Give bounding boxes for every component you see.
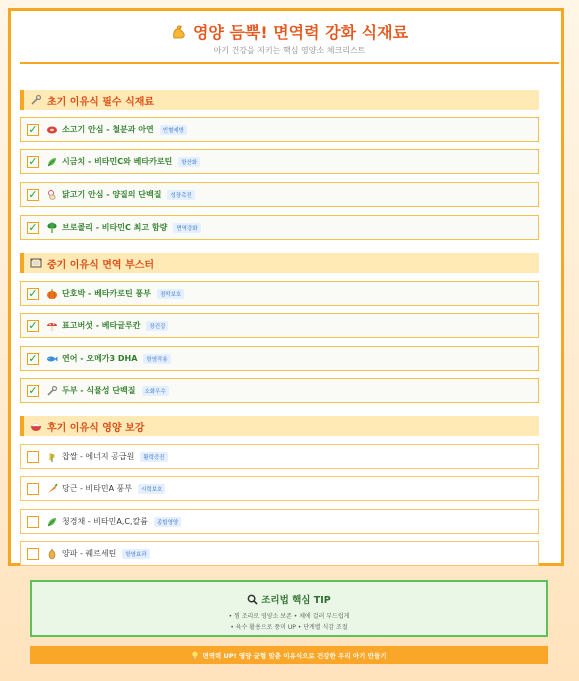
checkbox[interactable] bbox=[27, 483, 39, 495]
wrench-icon bbox=[46, 385, 58, 397]
rice-plant-icon bbox=[46, 451, 58, 463]
checklist-item[interactable] bbox=[20, 541, 539, 566]
checklist-item[interactable] bbox=[20, 313, 539, 338]
lightbulb-icon bbox=[191, 651, 199, 660]
checklist-item[interactable] bbox=[20, 346, 539, 371]
item-label: 소고기 안심 - 철분과 아연 bbox=[62, 125, 154, 134]
item-label: 찹쌀 - 에너지 공급원 bbox=[62, 452, 135, 461]
carrot-icon bbox=[46, 483, 58, 495]
checkbox[interactable]: ✓ bbox=[28, 221, 38, 234]
pumpkin-icon bbox=[46, 288, 58, 300]
leaf-icon bbox=[46, 156, 58, 168]
tip-title bbox=[32, 592, 546, 608]
footer-text: 면역력 UP! 영양 균형 맞춘 이유식으로 건강한 우리 아기 만들기 bbox=[202, 651, 387, 660]
footer-banner bbox=[30, 646, 548, 664]
checklist-item[interactable] bbox=[20, 117, 539, 142]
item-badge: 항염효과 bbox=[122, 549, 149, 559]
item-badge: 항산화 bbox=[178, 157, 200, 167]
section-header-early bbox=[20, 90, 539, 110]
item-badge: 종합영양 bbox=[154, 517, 181, 527]
magnifier-icon bbox=[247, 594, 258, 608]
checkbox[interactable]: ✓ bbox=[28, 155, 38, 168]
item-badge: 점막보호 bbox=[157, 289, 184, 299]
meat-icon bbox=[46, 124, 58, 136]
checkbox[interactable] bbox=[27, 516, 39, 528]
checkbox[interactable]: ✓ bbox=[28, 287, 38, 300]
tip-line: • 찜 조리로 영양소 보존 • 체에 걸러 부드럽게 bbox=[228, 613, 350, 620]
fish-icon bbox=[46, 353, 58, 365]
checkbox[interactable]: ✓ bbox=[28, 352, 38, 365]
item-badge: 면역강화 bbox=[173, 223, 200, 233]
section-title: 초기 이유식 필수 식재료 bbox=[47, 96, 155, 108]
checklist-item[interactable] bbox=[20, 444, 539, 469]
item-label: 단호박 - 베타카로틴 풍부 bbox=[62, 289, 151, 298]
checklist-item[interactable] bbox=[20, 149, 539, 174]
checkbox[interactable]: ✓ bbox=[28, 123, 38, 136]
onion-icon bbox=[46, 548, 58, 560]
item-label: 당근 - 비타민A 풍부 bbox=[62, 484, 133, 493]
page-title-text: 영양 듬뿍! 면역력 강화 식재료 bbox=[192, 23, 409, 42]
wrench-icon bbox=[30, 94, 42, 106]
item-label: 두부 - 식물성 단백질 bbox=[62, 386, 136, 395]
item-badge: 시력보호 bbox=[138, 484, 165, 494]
section-header-late bbox=[20, 416, 539, 436]
item-badge: 항염작용 bbox=[143, 354, 170, 364]
item-label: 양파 - 퀘르세틴 bbox=[62, 549, 117, 558]
rice-bowl-icon bbox=[30, 420, 42, 432]
checkbox[interactable] bbox=[27, 451, 39, 463]
checklist-item[interactable] bbox=[20, 281, 539, 306]
section-header-middle bbox=[20, 253, 539, 273]
page-title bbox=[0, 20, 579, 44]
flexed-arm-icon bbox=[171, 24, 187, 44]
item-label: 닭고기 안심 - 양질의 단백질 bbox=[62, 190, 162, 199]
chicken-icon bbox=[46, 189, 58, 201]
checklist-item[interactable] bbox=[20, 509, 539, 534]
section-title: 후기 이유식 영양 보강 bbox=[47, 422, 145, 434]
tip-title-text: 조리법 핵심 TIP bbox=[261, 595, 331, 606]
item-label: 연어 - 오메가3 DHA bbox=[62, 354, 138, 363]
item-badge: 빈혈예방 bbox=[160, 125, 187, 135]
item-badge: 소화우수 bbox=[142, 386, 169, 396]
broccoli-icon bbox=[46, 222, 58, 234]
item-label: 청경채 - 비타민A,C,칼륨 bbox=[62, 517, 148, 526]
checkbox[interactable]: ✓ bbox=[28, 319, 38, 332]
section-title: 중기 이유식 면역 부스터 bbox=[47, 259, 155, 271]
item-badge: 성장촉진 bbox=[167, 190, 194, 200]
checklist-item[interactable] bbox=[20, 476, 539, 501]
checklist-item[interactable] bbox=[20, 215, 539, 240]
tip-line: • 육수 활용으로 풍미 UP • 단계별 식감 조절 bbox=[230, 624, 348, 631]
tip-box bbox=[30, 580, 548, 637]
item-badge: 활력증진 bbox=[140, 452, 167, 462]
item-label: 표고버섯 - 베타글루칸 bbox=[62, 321, 141, 330]
item-badge: 장건강 bbox=[146, 321, 168, 331]
item-label: 시금치 - 비타민C와 베타카로틴 bbox=[62, 157, 173, 166]
page-subtitle: 아기 건강을 지키는 핵심 영양소 체크리스트 bbox=[213, 46, 366, 55]
checklist-item[interactable] bbox=[20, 378, 539, 403]
checkbox[interactable] bbox=[27, 548, 39, 560]
film-frame-icon bbox=[30, 257, 42, 269]
item-label: 브로콜리 - 비타민C 최고 함량 bbox=[62, 223, 168, 232]
checklist-item[interactable] bbox=[20, 182, 539, 207]
checkbox[interactable]: ✓ bbox=[28, 384, 38, 397]
mushroom-icon bbox=[46, 320, 58, 332]
header-divider bbox=[20, 62, 559, 64]
checkbox[interactable]: ✓ bbox=[28, 188, 38, 201]
leaf-icon bbox=[46, 516, 58, 528]
